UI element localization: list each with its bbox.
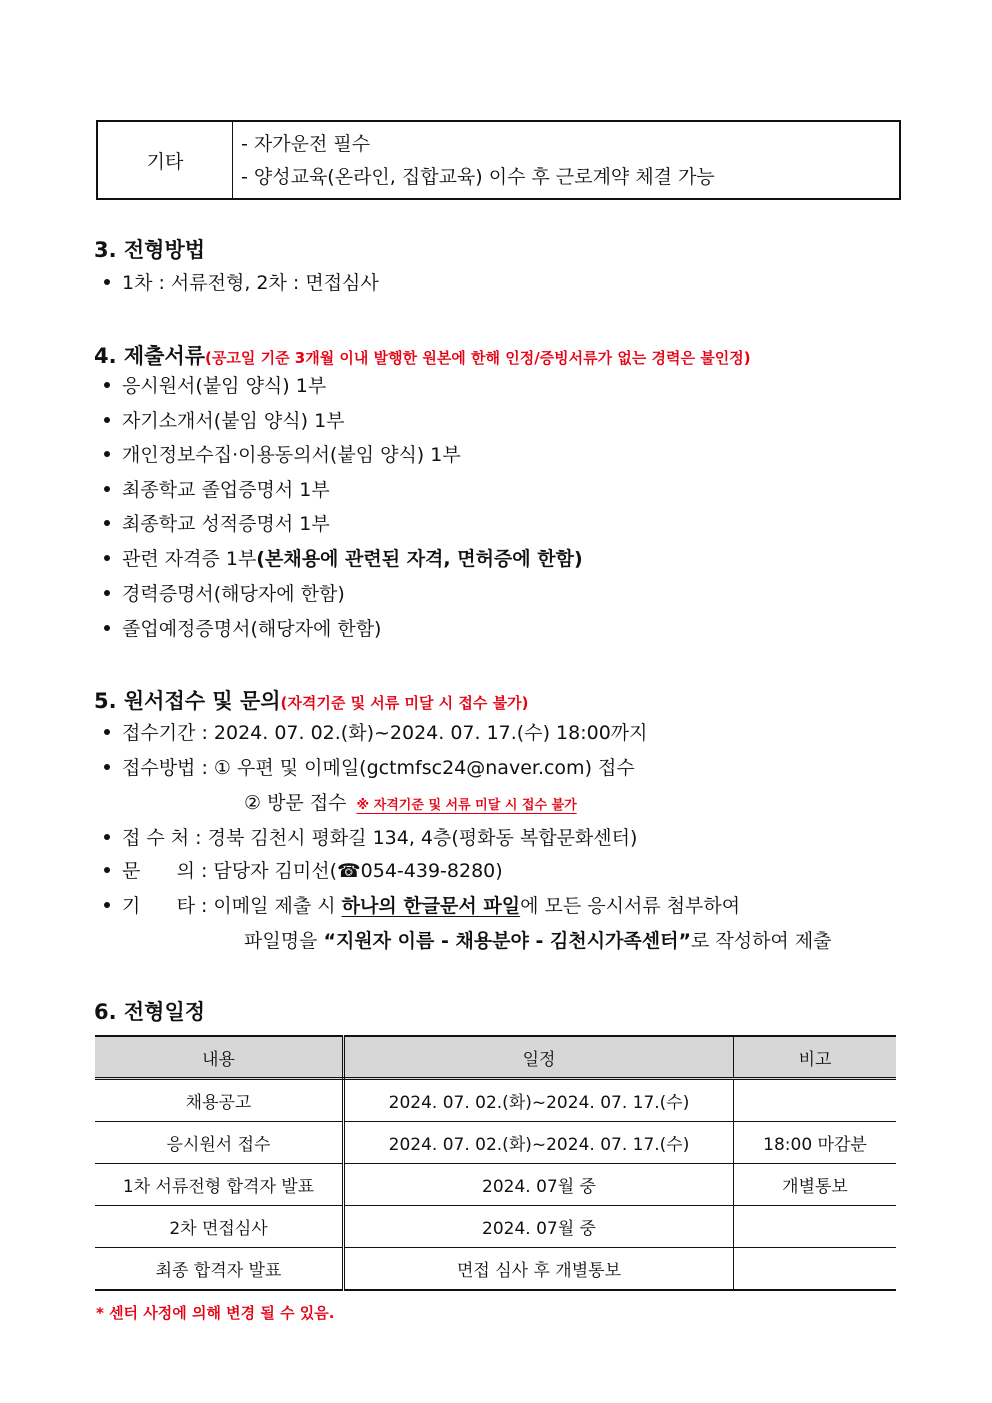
section-3-title: 3. 전형방법 — [94, 238, 206, 262]
etc2-text: 파일명을 — [244, 930, 324, 952]
list-item-text: 에 모든 응시서류 첨부하여 — [520, 895, 741, 917]
etc-table-body — [233, 122, 899, 198]
etc-table — [96, 120, 901, 200]
etc-line: - 양성교육(온라인, 집합교육) 이수 후 근로계약 체결 가능 — [241, 166, 715, 188]
table-row — [95, 1079, 896, 1122]
table-cell: 2024. 07월 중 — [344, 1206, 734, 1248]
list-item-text: 최종학교 성적증명서 1부 — [122, 513, 330, 535]
list-item-text: 기 타 : 이메일 제출 시 — [122, 895, 342, 917]
etc-table-header: 기타 — [98, 122, 233, 198]
etc2-emphasis: “지원자 이름 - 채용분야 - 김천시가족센터” — [323, 930, 691, 952]
list-item-text: 접수기간 : 2024. 07. 02.(화)~2024. 07. 17.(수) 18:00까지 — [122, 722, 648, 744]
table-cell: 채용공고 — [95, 1079, 344, 1122]
table-cell — [734, 1248, 897, 1291]
table-cell: 1차 서류전형 합격자 발표 — [95, 1164, 344, 1206]
table-row — [95, 1206, 896, 1248]
list-item — [104, 893, 740, 919]
section-5-note: (자격기준 및 서류 미달 시 접수 불가) — [280, 694, 529, 712]
list-item — [104, 755, 635, 781]
list-item-text: 접수방법 : ① 우편 및 이메일(gctmfsc24@naver.com) 접수 — [122, 757, 635, 779]
list-item-emphasis: (본채용에 관련된 자격, 면허증에 한함) — [256, 548, 583, 570]
list-item-text: 졸업예정증명서(해당자에 한함) — [122, 618, 382, 640]
method2-text: ② 방문 접수 — [244, 792, 347, 814]
list-item-text: 최종학교 졸업증명서 1부 — [122, 479, 330, 501]
list-item-text: 접 수 처 : 경북 김천시 평화길 134, 4층(평화동 복합문화센터) — [122, 827, 638, 849]
table-header-row — [95, 1036, 896, 1079]
bullet-icon — [104, 486, 110, 492]
section-4-title — [94, 340, 751, 370]
etc2-line — [244, 928, 832, 954]
list-item-text: 문 의 : 담당자 김미선(☎054-439-8280) — [122, 860, 503, 882]
bullet-icon — [104, 867, 110, 873]
bullet-icon — [104, 279, 110, 285]
bullet-icon — [104, 625, 110, 631]
table-row — [95, 1164, 896, 1206]
bullet-icon — [104, 520, 110, 526]
bullet-icon — [104, 764, 110, 770]
column-header: 일정 — [344, 1036, 734, 1079]
list-item — [104, 581, 345, 607]
column-header: 비고 — [734, 1036, 897, 1079]
list-item — [104, 825, 637, 851]
list-item — [104, 546, 583, 572]
list-item-text: 관련 자격증 1부 — [122, 548, 257, 570]
table-row — [95, 1122, 896, 1164]
bullet-icon — [104, 902, 110, 908]
table-cell: 2차 면접심사 — [95, 1206, 344, 1248]
column-header: 내용 — [95, 1036, 344, 1079]
table-cell: 2024. 07. 02.(화)~2024. 07. 17.(수) — [344, 1079, 734, 1122]
section-4-note: (공고일 기준 3개월 이내 발행한 원본에 한해 인정/증빙서류가 없는 경력은 불인정) — [205, 349, 751, 367]
table-cell: 개별통보 — [734, 1164, 897, 1206]
section-5-title — [94, 685, 528, 715]
list-item-text: 개인정보수집·이용동의서(붙임 양식) 1부 — [122, 444, 461, 466]
list-item-text: 응시원서(붙임 양식) 1부 — [122, 375, 327, 397]
table-cell: 응시원서 접수 — [95, 1122, 344, 1164]
etc-line: - 자가운전 필수 — [241, 133, 371, 155]
table-cell — [734, 1206, 897, 1248]
table-cell: 18:00 마감분 — [734, 1122, 897, 1164]
schedule-table — [95, 1035, 896, 1291]
list-item-text: 1차 : 서류전형, 2차 : 면접심사 — [122, 272, 379, 294]
list-item — [104, 408, 345, 434]
method2-line — [244, 790, 577, 819]
list-item — [104, 373, 326, 399]
list-item — [104, 442, 461, 468]
bullet-icon — [104, 555, 110, 561]
method2-note: ※ 자격기준 및 서류 미달 시 접수 불가 — [356, 798, 577, 813]
list-item-emphasis: 하나의 한글문서 파일 — [341, 895, 521, 917]
bullet-icon — [104, 417, 110, 423]
table-cell: 2024. 07월 중 — [344, 1164, 734, 1206]
list-item-text: 경력증명서(해당자에 한함) — [122, 583, 345, 605]
table-row — [95, 1248, 896, 1291]
section-5-title-text: 5. 원서접수 및 문의 — [94, 689, 281, 713]
list-item — [104, 616, 381, 642]
bullet-icon — [104, 382, 110, 388]
table-cell — [734, 1079, 897, 1122]
footnote: * 센터 사정에 의해 변경 될 수 있음. — [96, 1304, 335, 1322]
bullet-icon — [104, 729, 110, 735]
table-cell: 2024. 07. 02.(화)~2024. 07. 17.(수) — [344, 1122, 734, 1164]
table-cell: 면접 심사 후 개별통보 — [344, 1248, 734, 1291]
bullet-icon — [104, 834, 110, 840]
list-item — [104, 511, 330, 537]
table-cell: 최종 합격자 발표 — [95, 1248, 344, 1291]
bullet-icon — [104, 451, 110, 457]
etc2-text: 로 작성하여 제출 — [690, 930, 832, 952]
list-item-text: 자기소개서(붙임 양식) 1부 — [122, 410, 345, 432]
section-4-title-text: 4. 제출서류 — [94, 344, 206, 368]
bullet-icon — [104, 590, 110, 596]
list-item — [104, 270, 379, 296]
list-item — [104, 720, 648, 746]
list-item — [104, 477, 330, 503]
section-6-title: 6. 전형일정 — [94, 1000, 206, 1024]
list-item — [104, 858, 503, 884]
